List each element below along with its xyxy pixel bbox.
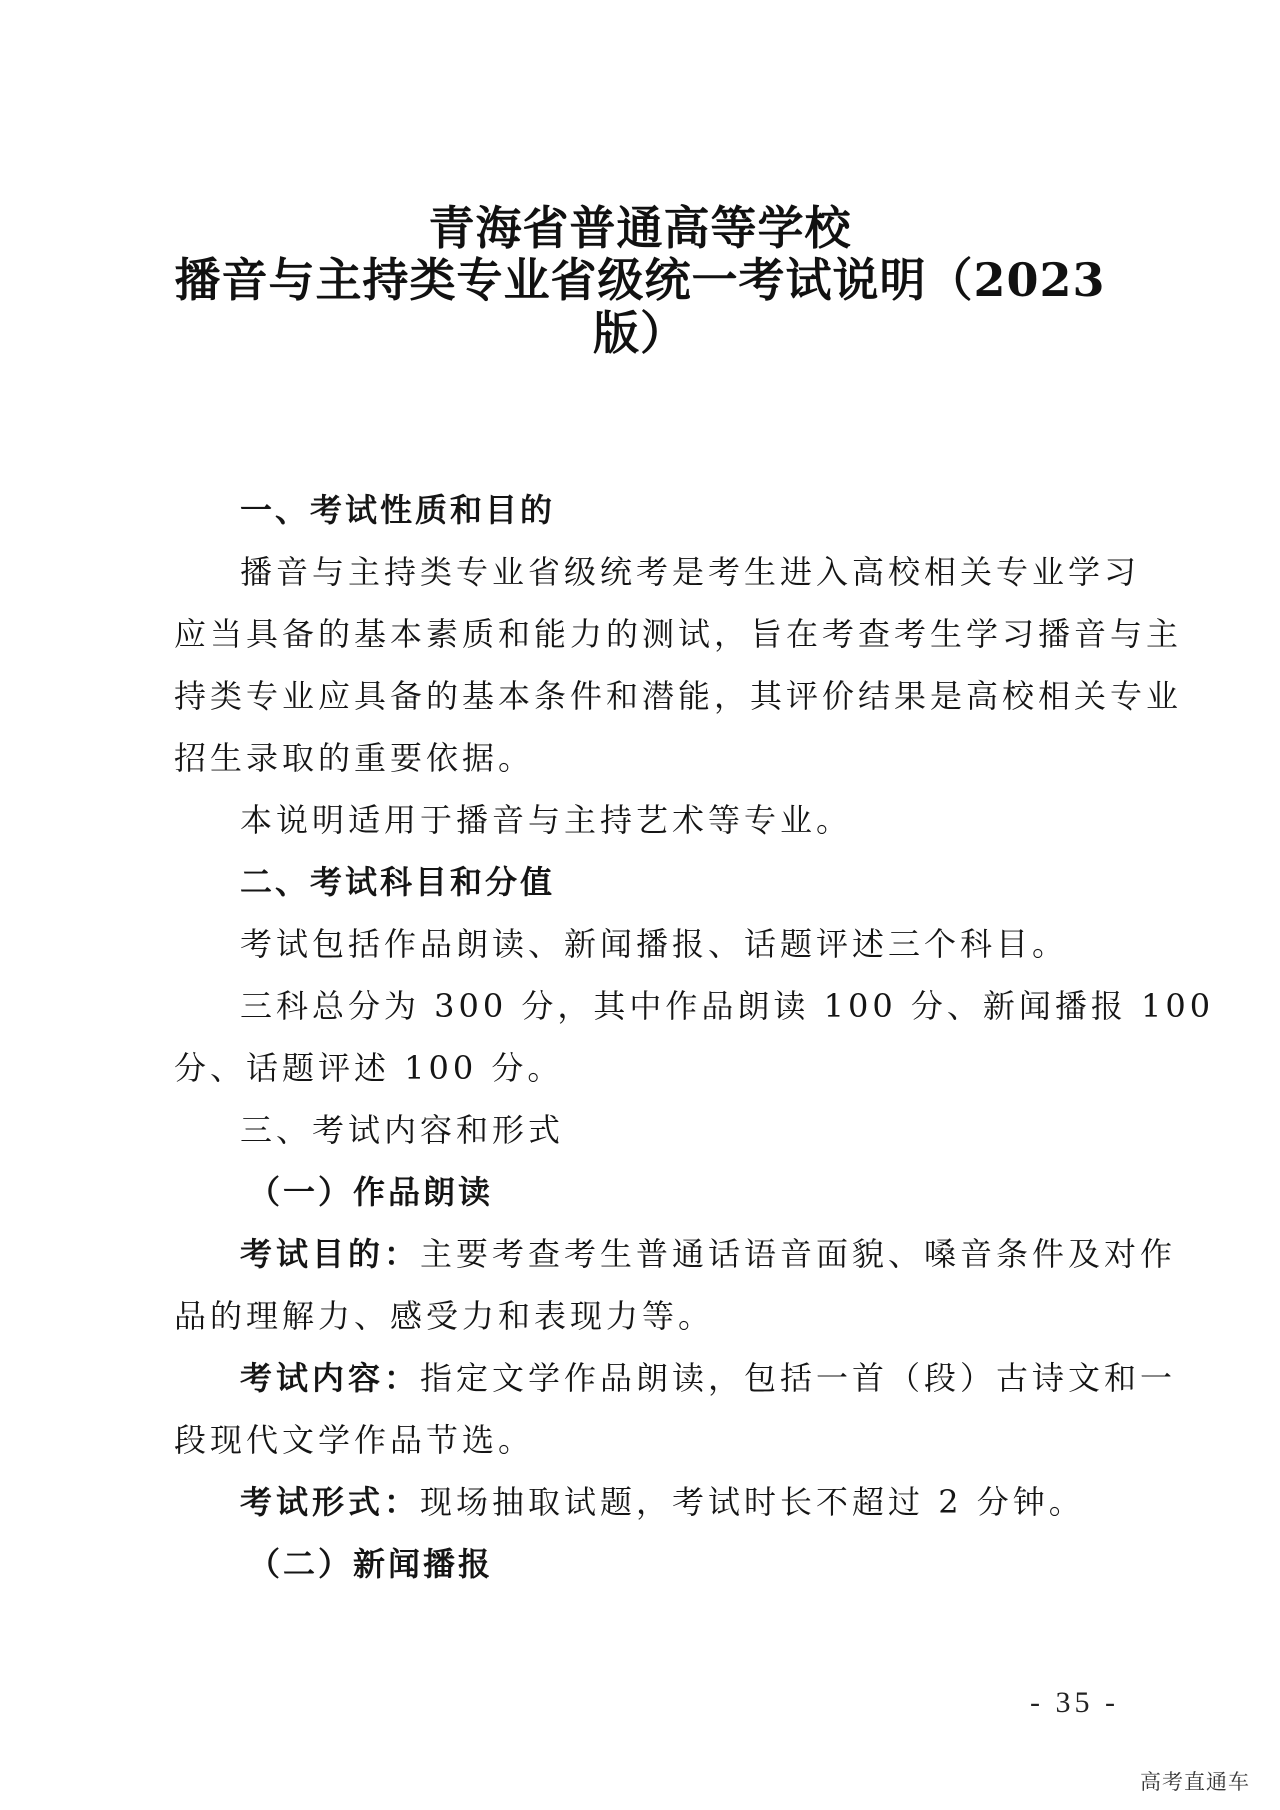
document-title-line-2: 播音与主持类专业省级统一考试说明（2023	[174, 253, 1106, 307]
exam-content-text: 指定文学作品朗读，包括一首（段）古诗文和一	[420, 1359, 1177, 1397]
section-3-heading: 三、考试内容和形式	[240, 1111, 565, 1149]
subsection-1-heading: （一）作品朗读	[248, 1173, 494, 1211]
exam-form-text: 现场抽取试题，考试时长不超过 2 分钟。	[420, 1483, 1085, 1521]
exam-form-label: 考试形式：	[240, 1483, 421, 1521]
exam-content-line-2: 段现代文学作品节选。	[174, 1421, 535, 1459]
section-2-paragraph-2-line-1: 三科总分为 300 分，其中作品朗读 100 分、新闻播报 100	[240, 987, 1215, 1025]
exam-purpose-label: 考试目的：	[240, 1235, 421, 1273]
section-1-paragraph-1-line-1: 播音与主持类专业省级统考是考生进入高校相关专业学习	[240, 553, 1141, 591]
watermark-text: 高考直通车	[1140, 1770, 1250, 1794]
document-title-line-3: 版）	[593, 306, 687, 360]
section-1-paragraph-1-line-2: 应当具备的基本素质和能力的测试，旨在考查考生学习播音与主	[174, 615, 1183, 653]
section-1-paragraph-2: 本说明适用于播音与主持艺术等专业。	[240, 801, 853, 839]
exam-content-line-1	[240, 1355, 1177, 1401]
exam-purpose-text: 主要考查考生普通话语音面貌、嗓音条件及对作	[420, 1235, 1177, 1273]
exam-form-line	[240, 1479, 1134, 1525]
page-number: - 35 -	[1030, 1686, 1119, 1719]
exam-purpose-line-1	[240, 1231, 1177, 1277]
document-title-line-1: 青海省普通高等学校	[428, 201, 852, 255]
section-1-paragraph-1-line-4: 招生录取的重要依据。	[174, 739, 535, 777]
section-2-paragraph-2-line-2: 分、话题评述 100 分。	[174, 1049, 564, 1087]
section-2-heading: 二、考试科目和分值	[240, 863, 556, 901]
section-2-paragraph-1: 考试包括作品朗读、新闻播报、话题评述三个科目。	[240, 925, 1069, 963]
section-1-heading: 一、考试性质和目的	[240, 491, 556, 529]
exam-content-label: 考试内容：	[240, 1359, 421, 1397]
exam-purpose-line-2: 品的理解力、感受力和表现力等。	[174, 1297, 715, 1335]
subsection-2-heading: （二）新闻播报	[248, 1545, 494, 1583]
section-1-paragraph-1-line-3: 持类专业应具备的基本条件和潜能，其评价结果是高校相关专业	[174, 677, 1183, 715]
